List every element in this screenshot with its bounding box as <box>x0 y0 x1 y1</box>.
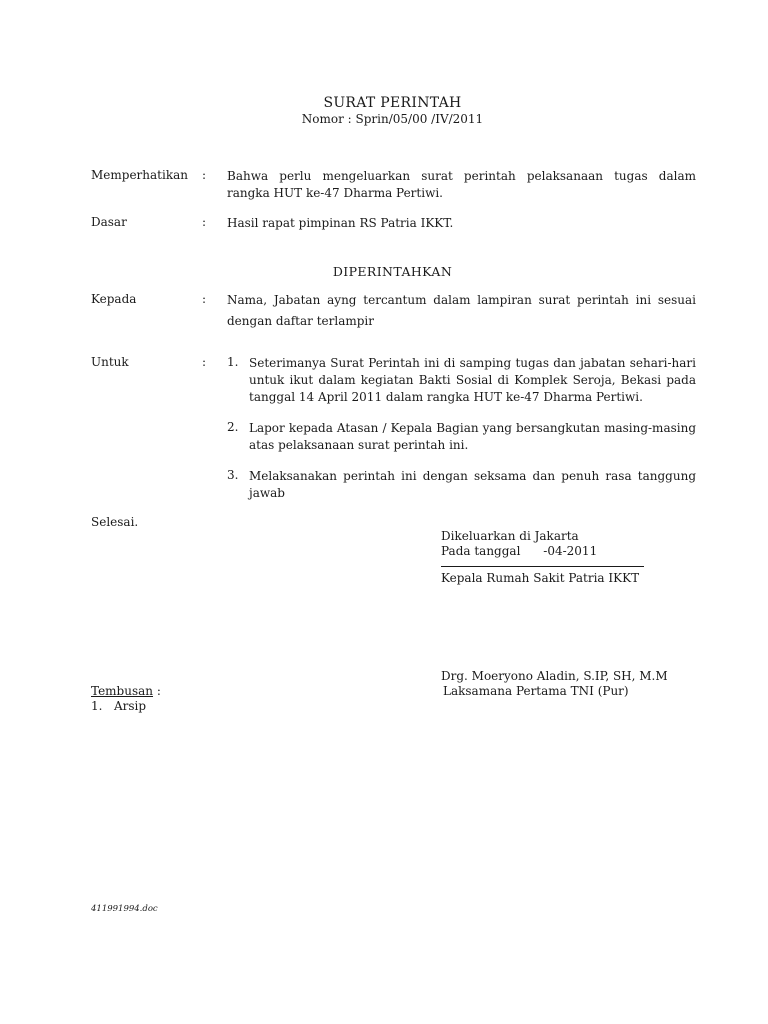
untuk-colon: : <box>202 355 207 369</box>
signatory-rank: Laksamana Pertama TNI (Pur) <box>443 684 629 698</box>
tembusan-item-1-number: 1. <box>91 699 103 713</box>
signature-divider <box>441 566 644 567</box>
signatory-position: Kepala Rumah Sakit Patria IKKT <box>441 571 640 585</box>
untuk-item-1-line1: Seterimanya Surat Perintah ini di samping tugas dan jabatan sehari-hari <box>249 356 696 370</box>
kepada-text-line1: Nama, Jabatan ayng tercantum dalam lampiran surat perintah ini sesuai <box>227 293 696 307</box>
memperhatikan-label: Memperhatikan <box>91 168 188 182</box>
untuk-item-2-line2: atas pelaksanaan surat perintah ini. <box>249 438 469 452</box>
pada-tanggal: Pada tanggal -04-2011 <box>441 544 598 558</box>
tembusan-item-1-text: Arsip <box>114 699 147 713</box>
untuk-item-2-number: 2. <box>227 420 239 434</box>
memperhatikan-text-line2: rangka HUT ke-47 Dharma Pertiwi. <box>227 186 443 200</box>
selesai-text: Selesai. <box>91 515 139 529</box>
dasar-label: Dasar <box>91 215 127 229</box>
untuk-item-2-line1: Lapor kepada Atasan / Kepala Bagian yang bersangkutan masing-masing <box>249 421 696 435</box>
signatory-name: Drg. Moeryono Aladin, S.IP, SH, M.M <box>441 669 668 683</box>
dikeluarkan-di: Dikeluarkan di Jakarta <box>441 529 579 543</box>
dasar-colon: : <box>202 215 207 229</box>
tembusan-colon: : <box>153 684 161 698</box>
kepada-colon: : <box>202 292 207 306</box>
kepada-label: Kepada <box>91 292 137 306</box>
untuk-item-3-line1: Melaksanakan perintah ini dengan seksama dan penuh rasa tanggung <box>249 469 696 483</box>
untuk-item-3-number: 3. <box>227 468 239 482</box>
document-title: SURAT PERINTAH <box>323 95 462 111</box>
untuk-item-3-line2: jawab <box>249 486 285 500</box>
untuk-item-1-line2: untuk ikut dalam kegiatan Bakti Sosial di Komplek Seroja, Bekasi pada <box>249 373 696 387</box>
tembusan-label: Tembusan <box>91 684 154 698</box>
untuk-item-1-line3: tanggal 14 April 2011 dalam rangka HUT ke-47 Dharma Pertiwi. <box>249 390 643 404</box>
untuk-label: Untuk <box>91 355 129 369</box>
footer-filename: 411991994.doc <box>91 904 158 914</box>
document-number: Nomor : Sprin/05/00 /IV/2011 <box>301 112 484 126</box>
dasar-text: Hasil rapat pimpinan RS Patria IKKT. <box>227 216 454 230</box>
kepada-text-line2: dengan daftar terlampir <box>227 314 374 328</box>
diperintahkan-heading: DIPERINTAHKAN <box>332 264 453 279</box>
tembusan-heading <box>91 684 161 698</box>
untuk-item-1-number: 1. <box>227 355 239 369</box>
memperhatikan-text-line1: Bahwa perlu mengeluarkan surat perintah pelaksanaan tugas dalam <box>227 169 696 183</box>
memperhatikan-colon: : <box>202 168 207 182</box>
